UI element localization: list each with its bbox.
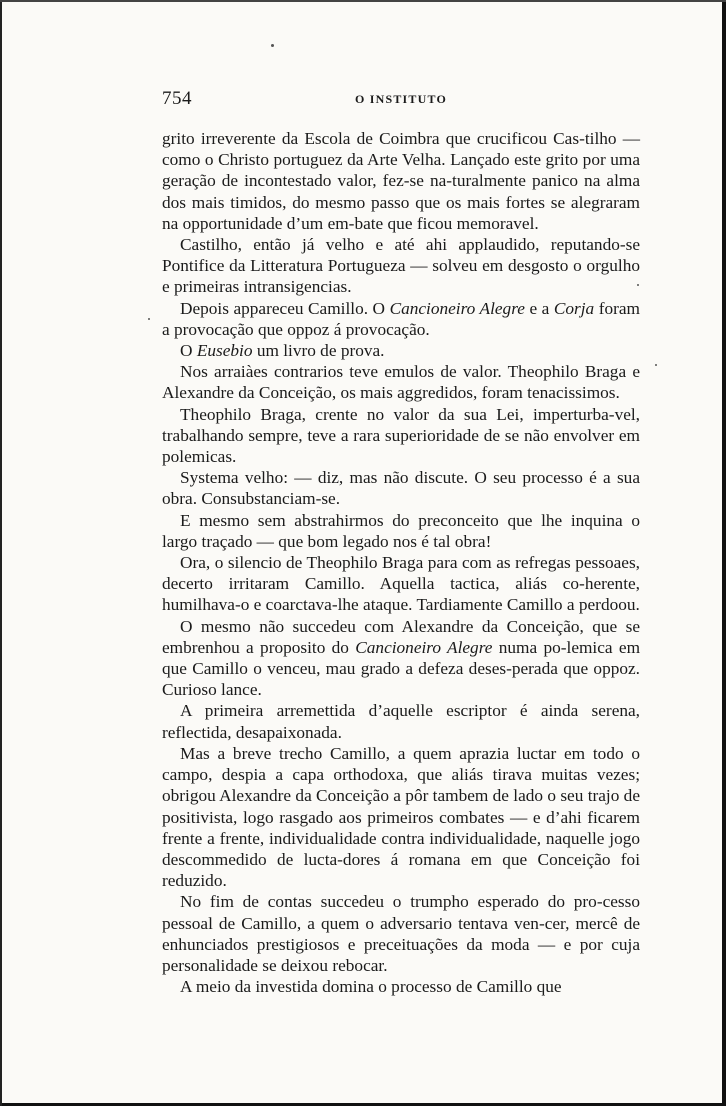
paragraph: [162, 743, 640, 891]
paragraph: [162, 700, 640, 742]
paragraph-text: um livro de prova.: [252, 341, 385, 361]
scan-speck: [637, 284, 639, 286]
paragraph-text: Nos arraiàes contrarios teve emulos de valor. Theophilo Braga e Alexandre da Conceição, os mais aggredidos, foram tenacissimos.: [162, 362, 640, 403]
scan-speck: [271, 44, 274, 47]
scan-edge-left: [0, 0, 2, 1106]
paragraph-text: O mesmo não succedeu com Alexandre da Conceição, que se embrenhou a proposito do: [162, 616, 640, 657]
scan-speck: [655, 364, 657, 366]
paragraph-text: Ora, o silencio de Theophilo Braga para com as refregas pessoaes, decerto irritaram Camillo. Aquella tactica, aliás co-herente, humilhava-o e coarctava-lhe ataque. Tardiamente Camillo a perdoou.: [162, 553, 640, 615]
paragraph-text: A meio da investida domina o processo de Camillo que: [180, 977, 562, 997]
paragraph: [162, 404, 640, 468]
paragraph-text: Depois appareceu Camillo. O: [180, 298, 390, 318]
paragraph-text: Castilho, então já velho e até ahi applaudido, reputando-se Pontifice da Litteratura Portugueza — solveu em desgosto o orgulho e primeiras intransigencias.: [162, 235, 640, 297]
body-text: [162, 128, 640, 997]
paragraph: [162, 361, 640, 403]
paragraph: [162, 976, 640, 997]
paragraph-text: grito irreverente da Escola de Coimbra que crucificou Cas-tilho — como o Christo portuguez da Arte Velha. Lançado este grito por uma geração de incontestado valor, fez-se na-turalmente panico na alma dos mais timidos, do mesmo passo que os mais fortes se alegraram na opportunidade d’um em-bate que ficou memoravel.: [162, 129, 640, 233]
page-number: 754: [162, 88, 192, 109]
italic-title-text: Eusebio: [196, 341, 253, 361]
italic-title-text: Cancioneiro Alegre: [389, 298, 525, 318]
paragraph-text: Systema velho: — diz, mas não discute. O seu processo é a sua obra. Consubstanciam-se.: [162, 468, 640, 509]
paragraph: [162, 298, 640, 340]
paragraph-text: Mas a breve trecho Camillo, a quem aprazia luctar em todo o campo, despia a capa orthodoxa, que aliás tirava muitas vezes; obrigou Alexandre da Conceição a pôr tambem de lado o seu trajo de positivista, logo rasgado aos primeiros combates — e d’ahi ficarem frente a frente, individualidade contra individualidade, naquelle jogo descommedido de lucta-dores á romana em que Conceição foi reduzido.: [162, 743, 640, 891]
paragraph-text: numa po-lemica em que Camillo o venceu, mau grado a defeza deses-perada que oppoz. Curioso lance.: [162, 637, 641, 700]
paragraph-text: A primeira arremettida d’aquelle escriptor é ainda serena, reflectida, desapaixonada.: [162, 701, 640, 742]
paragraph-text: e a: [524, 298, 554, 318]
paragraph: [162, 510, 640, 552]
paragraph: [162, 552, 640, 616]
page-header: [162, 88, 640, 114]
paragraph: [162, 128, 640, 234]
paragraph: [162, 340, 640, 361]
scan-edge-top: [0, 0, 726, 2]
paragraph-text: Theophilo Braga, crente no valor da sua Lei, imperturba-vel, trabalhando sempre, teve a rara superioridade de se não envolver em polemicas.: [162, 404, 640, 467]
paragraph: [162, 467, 640, 509]
scan-speck: [148, 318, 150, 320]
paragraph-text: O: [180, 341, 197, 361]
paragraph: [162, 891, 640, 976]
paragraph-text: E mesmo sem abstrahirmos do preconceito que lhe inquina o largo traçado — que bom legado nos é tal obra!: [162, 510, 640, 551]
italic-title-text: Corja: [553, 298, 595, 318]
paragraph-text: foram a provocação que oppoz á provocação.: [162, 298, 640, 339]
italic-title-text: Cancioneiro Alegre: [355, 637, 493, 657]
running-title: O INSTITUTO: [354, 92, 447, 106]
paragraph-text: No fim de contas succedeu o trumpho esperado do pro-cesso pessoal de Camillo, a quem o adversario tentava ven-cer, mercê de enhunciados prestigiosos e preceituações da moda — e por cuja personalidade se deixou rebocar.: [162, 892, 640, 975]
paragraph: [162, 234, 640, 298]
paragraph: [162, 616, 640, 701]
